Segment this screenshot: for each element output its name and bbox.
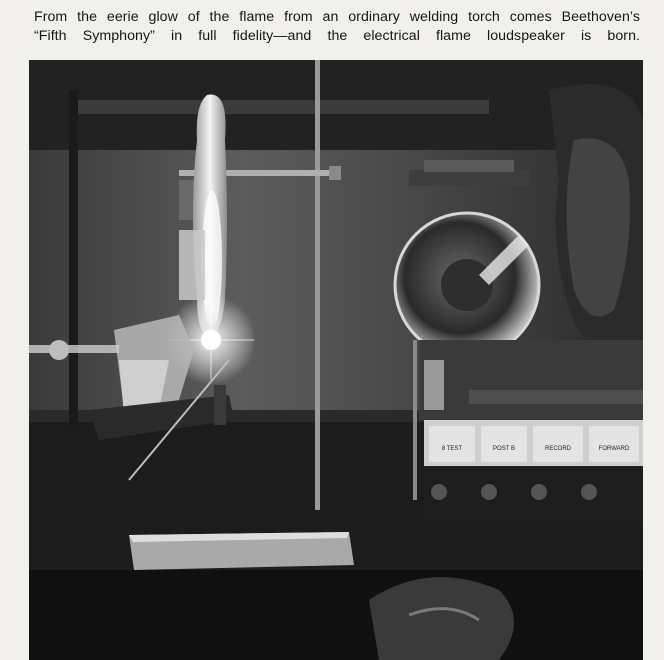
photo-caption (34, 8, 640, 46)
panel-label-2: POST B (493, 446, 515, 452)
caption-line-1: From the eerie glow of the flame from an ordinary welding torch comes Beethoven’s (34, 9, 640, 25)
recorder-buttons (429, 426, 639, 462)
panel-label-4: FORWARD (598, 446, 630, 452)
photograph-flame-loudspeaker (29, 60, 643, 660)
panel-label-3: RECORD (544, 446, 572, 452)
caption-line-2: “Fifth Symphony” in full fidelity—and the electrical flame loudspeaker is born. (34, 28, 640, 44)
panel-label-1: 8 TEST (441, 446, 463, 452)
